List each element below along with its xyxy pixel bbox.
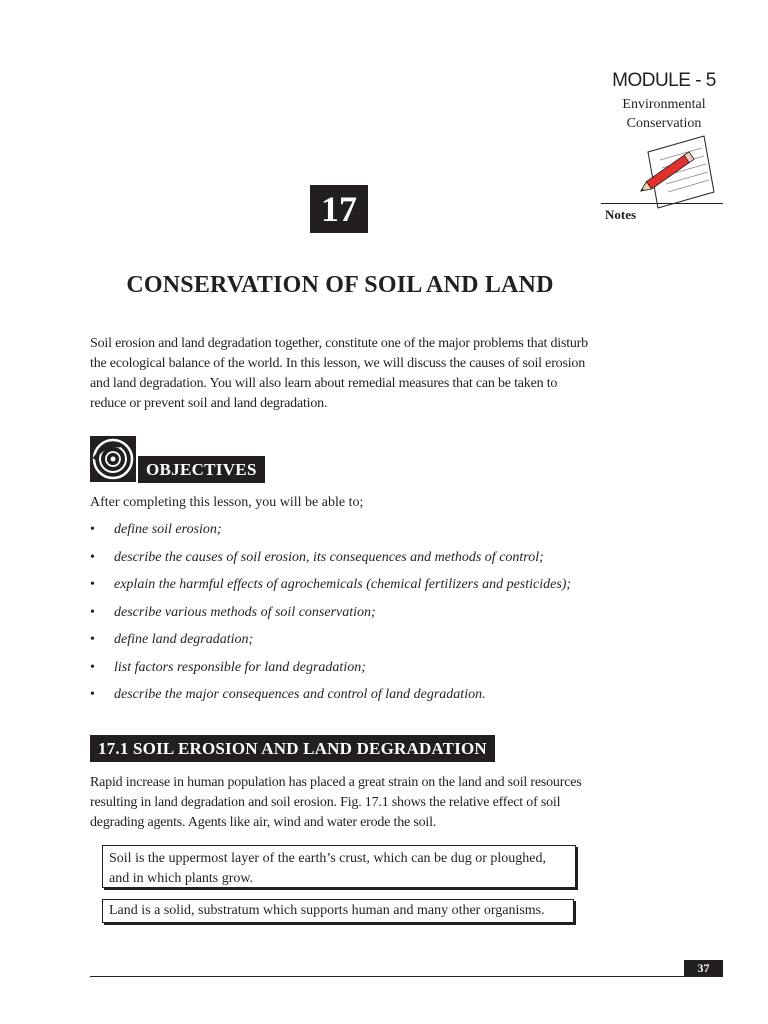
- definition-box-land: Land is a solid, substratum which supports human and many other organisms.: [102, 899, 574, 923]
- bullet: •: [90, 577, 95, 592]
- chapter-number: 17: [310, 185, 368, 233]
- intro-paragraph: Soil erosion and land degradation together, constitute one of the major problems that disturb the ecological balance of the world. In this lesson, we will discuss the causes of soil erosion and land degradation. You will also learn about remedial measures that can be taken to reduce or prevent soil and land degradation.: [90, 336, 588, 411]
- objectives-list: [90, 520, 610, 713]
- bullet: •: [90, 522, 95, 537]
- list-item: [90, 630, 610, 658]
- bullet: •: [90, 549, 95, 565]
- objective-text: describe various methods of soil conservation;: [114, 604, 376, 620]
- objective-text: define soil erosion;: [114, 522, 222, 537]
- notes-divider: [601, 203, 723, 204]
- objectives-intro: After completing this lesson, you will be able to;: [90, 495, 364, 510]
- module-subtitle: [600, 95, 728, 133]
- notes-label: Notes: [605, 207, 637, 222]
- bullet: •: [90, 659, 95, 675]
- list-item: [90, 603, 610, 631]
- bullet: •: [90, 604, 95, 620]
- pencil-notepad-icon: [630, 130, 720, 210]
- definition-box-soil: Soil is the uppermost layer of the earth’s crust, which can be dug or ploughed, and in which plants grow.: [102, 845, 576, 888]
- list-item: [90, 658, 610, 686]
- section-heading: 17.1 SOIL EROSION AND LAND DEGRADATION: [90, 735, 495, 762]
- list-item: [90, 520, 610, 548]
- objective-text: list factors responsible for land degradation;: [114, 659, 366, 675]
- list-item: [90, 685, 610, 713]
- objective-text: describe the major consequences and control of land degradation.: [114, 687, 486, 702]
- footer-rule: [90, 976, 723, 977]
- objective-text: explain the harmful effects of agrochemicals (chemical fertilizers and pesticides);: [114, 577, 572, 592]
- list-item: [90, 575, 610, 603]
- target-swirl-icon: [90, 436, 136, 482]
- chapter-title: CONSERVATION OF SOIL AND LAND: [126, 272, 554, 298]
- objectives-heading: OBJECTIVES: [138, 456, 265, 483]
- objective-text: describe the causes of soil erosion, its consequences and methods of control;: [114, 549, 544, 565]
- page-number: 37: [684, 960, 723, 977]
- module-subtitle-line1: Environmental: [622, 97, 706, 112]
- bullet: •: [90, 687, 95, 702]
- section-paragraph: Rapid increase in human population has placed a great strain on the land and soil resources resulting in land degradation and soil erosion. Fig. 17.1 shows the relative effect of soil degrading agents. Agents like air, wind and water erode the soil.: [90, 775, 582, 830]
- module-label: MODULE - 5: [612, 70, 716, 91]
- objective-text: define land degradation;: [114, 632, 254, 647]
- module-subtitle-line2: Conservation: [626, 116, 702, 131]
- bullet: •: [90, 632, 95, 647]
- list-item: [90, 548, 610, 576]
